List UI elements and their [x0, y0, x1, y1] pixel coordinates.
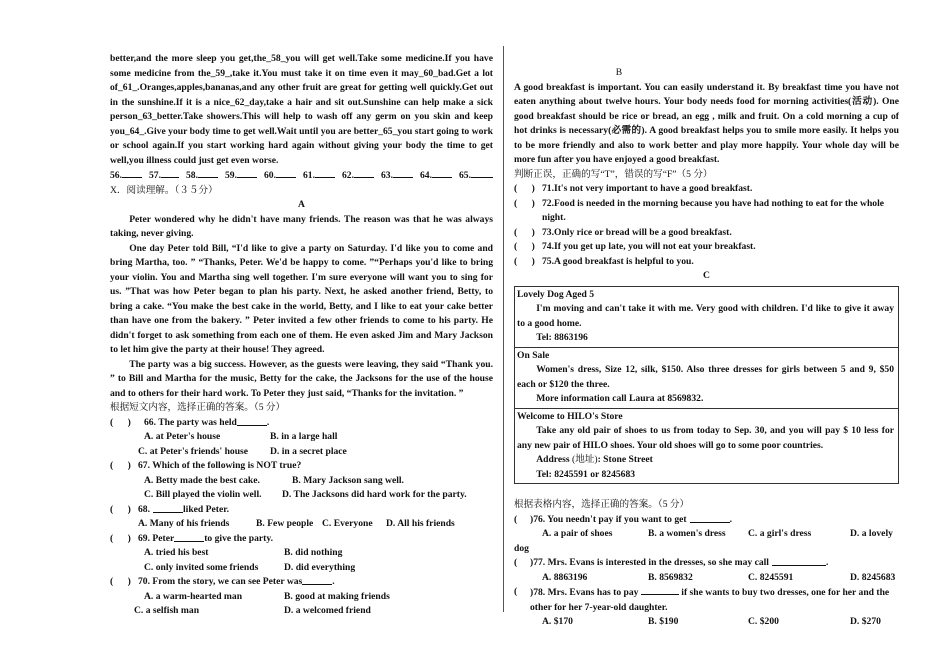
- ad-lovely-dog: [515, 287, 898, 348]
- question-68: ( ) 68. liked Peter.: [110, 503, 230, 515]
- blank-63[interactable]: 63.: [381, 168, 413, 184]
- question-67-options-row2: [110, 488, 493, 503]
- question-70-options: [110, 590, 493, 605]
- passage-b-instructions: 判断正误，正确的写“T”，错误的写“F”（5 分）: [514, 168, 713, 180]
- option-a[interactable]: A. Betty made the best cake.: [144, 474, 260, 486]
- option-b[interactable]: B. in a large hall: [270, 431, 338, 442]
- cloze-passage-continued: better,and the more sleep you get,the_58_you will get well.Take some medicine.If you have some medicine from the_59_,take it.You must take it on time even it may_60_bad.Get a lot of_61_.Oranges,apples,bananas,and any other fruit are great for getting well quickly.Get out in the sunshine.If it is a nice_62_day,take a hair and sit out.Sunshine can help make a sick person_63_better.Take showers.This will help to wash off any germ on you skin and keep you_64_.Give your body time to get well.Wait until you are better_65_you start going to work or school again.If you start working hard again without giving your body the time to get well,you illness could just get even worse.: [110, 53, 493, 166]
- passage-b: A good breakfast is important. You can easily understand it. By breakfast time you have not eaten anything about twelve hours. Your body needs food for morning activities(活动). One good breakfast should be rice or bread, an egg , milk and fruit. On a cold morning a cup of hot drinks is necessary(必需的). A good breakfast helps you to smile more easily. It helps you to be more friendly and also to work better and play more happily. Your whole day will be more fun after you have enjoyed a good breakfast.: [514, 81, 899, 165]
- option-a[interactable]: A. a warm-hearted man: [144, 590, 243, 602]
- option-d[interactable]: D. in a secret place: [270, 445, 347, 457]
- passage-b-label: B: [615, 67, 623, 78]
- passage-a-paragraph-2: One day Peter told Bill, “I'd like to give a party on Saturday. I'd like you to come and bring Martha, too. ” “Thanks, Peter. We'd be happy to come. ”“Perhaps you'd like to bring your violin. You and Martha sing well together. I'm sure everyone will want you to sing for us. ”That was how Peter began to plan his party. Next, he asked another friend, Betty, to bring a cake. “You make the best cake in the world, Betty, and I like to eat your cake better than have one from the bakery. ” Peter invited a few other friends to come to his party. He didn't forget to ask something from each one of them. He even asked Jim and Mary Jackson to let him give the party at their house! They agreed.: [110, 242, 493, 355]
- option-a[interactable]: A. 8863196: [542, 571, 588, 583]
- passage-c-instructions: 根据表格内容，选择正确的答案。（5 分）: [514, 499, 690, 510]
- ad-hilo-store: [515, 409, 898, 484]
- answer-blank[interactable]: [174, 532, 204, 542]
- blank-56[interactable]: 56.: [110, 168, 142, 184]
- ad-phone: Tel: 8245591 or 8245683: [536, 468, 636, 480]
- tf-question-71: ( ) 71.It's not very important to have a good breakfast.: [514, 182, 899, 197]
- question-66: ( ) 66. The party was held .: [110, 416, 270, 428]
- cloze-answer-blanks: [110, 168, 493, 184]
- option-c[interactable]: C. $200: [748, 616, 779, 627]
- answer-paren[interactable]: ( ): [514, 183, 535, 194]
- blank-59[interactable]: 59.: [225, 168, 257, 184]
- ad-info: More information call Laura at 8569832.: [536, 393, 704, 404]
- passage-a-paragraph-3: The party was a big success. However, as the guests were leaving, they said “Thank you. ” to Bill and Martha for the music, Betty for the cake, the Jacksons for the use of the house and to others for their hard work. To Peter they just said, “Thanks for the invitation. ”: [110, 358, 493, 399]
- ad-title: Lovely Dog Aged 5: [517, 288, 595, 300]
- ad-body: Take any old pair of shoes to us from today to Sep. 30, and you will pay $ 10 less for any new pair of HILO shoes. Your old shoes will go to some poor countries.: [517, 425, 894, 451]
- answer-blank[interactable]: [772, 556, 826, 566]
- option-d[interactable]: D. a welcomed friend: [284, 605, 371, 616]
- option-d[interactable]: D. $270: [850, 616, 881, 627]
- ad-on-sale: [515, 348, 898, 409]
- ads-table: [514, 286, 899, 485]
- question-69-options-row2: [110, 561, 493, 576]
- question-67: ( ) 67. Which of the following is NOT true?: [110, 460, 302, 471]
- option-d[interactable]: D. All his friends: [386, 518, 455, 529]
- answer-paren[interactable]: ( ): [514, 241, 535, 252]
- answer-blank[interactable]: [641, 585, 679, 595]
- option-a[interactable]: A. a pair of shoes: [542, 528, 613, 539]
- option-a[interactable]: A. $170: [542, 616, 573, 627]
- question-68-options: [110, 517, 493, 532]
- blank-58[interactable]: 58.: [186, 168, 218, 184]
- option-b[interactable]: B. a women's dress: [648, 528, 726, 539]
- option-d[interactable]: D. a lovely: [850, 528, 893, 539]
- ad-body: Women's dress, Size 12, silk, $150. Also three dresses for girls between 5 and 9, $50 each or $120 the three.: [517, 364, 894, 390]
- option-c[interactable]: C. only invited some friends: [144, 561, 259, 573]
- tf-question-73: ( ) 73.Only rice or bread will be a good breakfast.: [514, 226, 899, 241]
- right-column: [514, 66, 899, 630]
- option-b[interactable]: B. Few people: [256, 518, 314, 529]
- option-c[interactable]: C. Everyone: [322, 518, 373, 529]
- question-76: ( )76. You needn't pay if you want to get .: [514, 513, 733, 525]
- answer-paren[interactable]: ( ): [514, 255, 535, 267]
- passage-a-label: A: [298, 199, 305, 210]
- option-b[interactable]: B. $190: [648, 616, 679, 627]
- blank-61[interactable]: 61.: [303, 168, 335, 184]
- answer-blank[interactable]: [302, 575, 332, 585]
- blank-57[interactable]: 57.: [149, 168, 179, 184]
- answer-blank[interactable]: [690, 513, 730, 523]
- question-78: ( )78. Mrs. Evans has to pay if she wants to buy two dresses, one for her and the other for her 7-year-old daughter.: [514, 586, 890, 613]
- option-b[interactable]: B. did nothing: [284, 547, 343, 558]
- question-76-option-wrap: dog: [514, 542, 529, 554]
- option-b[interactable]: B. 8569832: [648, 571, 693, 583]
- question-69: ( ) 69. Peter to give the party.: [110, 532, 273, 544]
- option-b[interactable]: B. Mary Jackson sang well.: [292, 474, 404, 486]
- section-x-heading: X．阅读理解。（３５分）: [110, 184, 218, 196]
- option-d[interactable]: D. The Jacksons did hard work for the party.: [282, 489, 467, 500]
- question-69-options: [110, 546, 493, 561]
- option-c[interactable]: C. at Peter's friends' house: [138, 445, 249, 457]
- tf-question-75: ( ) 75.A good breakfast is helpful to you.: [514, 255, 899, 270]
- option-a[interactable]: A. at Peter's house: [144, 431, 221, 442]
- answer-blank[interactable]: [237, 416, 267, 426]
- question-67-options: [110, 474, 493, 489]
- column-divider: [503, 46, 504, 612]
- ad-address: Address (地址): Stone Street: [536, 454, 653, 465]
- question-76-options: [514, 527, 899, 542]
- option-a[interactable]: A. Many of his friends: [138, 518, 230, 529]
- question-78-options: [514, 615, 899, 630]
- blank-60[interactable]: 60.: [264, 168, 296, 184]
- ad-body: I'm moving and can't take it with me. Very good with children. I'd like to give it away to a good home.: [517, 303, 894, 329]
- option-c[interactable]: C. Bill played the violin well.: [144, 489, 262, 500]
- blank-64[interactable]: 64.: [420, 168, 452, 184]
- blank-62[interactable]: 62.: [342, 168, 374, 184]
- passage-a-instructions: 根据短文内容，选择正确的答案。（5 分）: [110, 402, 286, 413]
- tf-question-74: ( ) 74.If you get up late, you will not eat your breakfast.: [514, 240, 899, 255]
- blank-65[interactable]: 65.: [459, 168, 493, 184]
- option-d[interactable]: D. did everything: [284, 561, 356, 573]
- question-70-options-row2: [110, 604, 493, 619]
- question-77-options: [514, 571, 899, 586]
- left-column: [110, 52, 493, 619]
- option-c[interactable]: C. a girl's dress: [748, 528, 812, 539]
- option-a[interactable]: A. tried his best: [144, 547, 209, 558]
- question-66-options-row2: [110, 445, 493, 460]
- ad-phone: Tel: 8863196: [536, 332, 588, 343]
- option-c[interactable]: C. a selfish man: [134, 605, 200, 616]
- question-77: ( )77. Mrs. Evans is interested in the dresses, so she may call .: [514, 557, 829, 568]
- answer-paren[interactable]: ( ): [514, 197, 535, 209]
- tf-question-72: ( ) 72.Food is needed in the morning because you have had nothing to eat for the whole night.: [514, 197, 899, 226]
- answer-paren[interactable]: ( ): [514, 226, 535, 238]
- option-b[interactable]: B. good at making friends: [284, 590, 390, 602]
- answer-blank[interactable]: [153, 503, 183, 513]
- passage-c-label: C: [703, 270, 710, 281]
- question-66-options: [110, 430, 493, 445]
- passage-a-paragraph-1: Peter wondered why he didn't have many friends. The reason was that he was always taking, never giving.: [110, 213, 493, 239]
- ad-title: Welcome to HILO's Store: [517, 410, 623, 422]
- option-d[interactable]: D. 8245683: [850, 571, 896, 583]
- option-c[interactable]: C. 8245591: [748, 571, 794, 583]
- question-70: ( ) 70. From the story, we can see Peter was .: [110, 576, 335, 587]
- ad-title: On Sale: [517, 349, 550, 361]
